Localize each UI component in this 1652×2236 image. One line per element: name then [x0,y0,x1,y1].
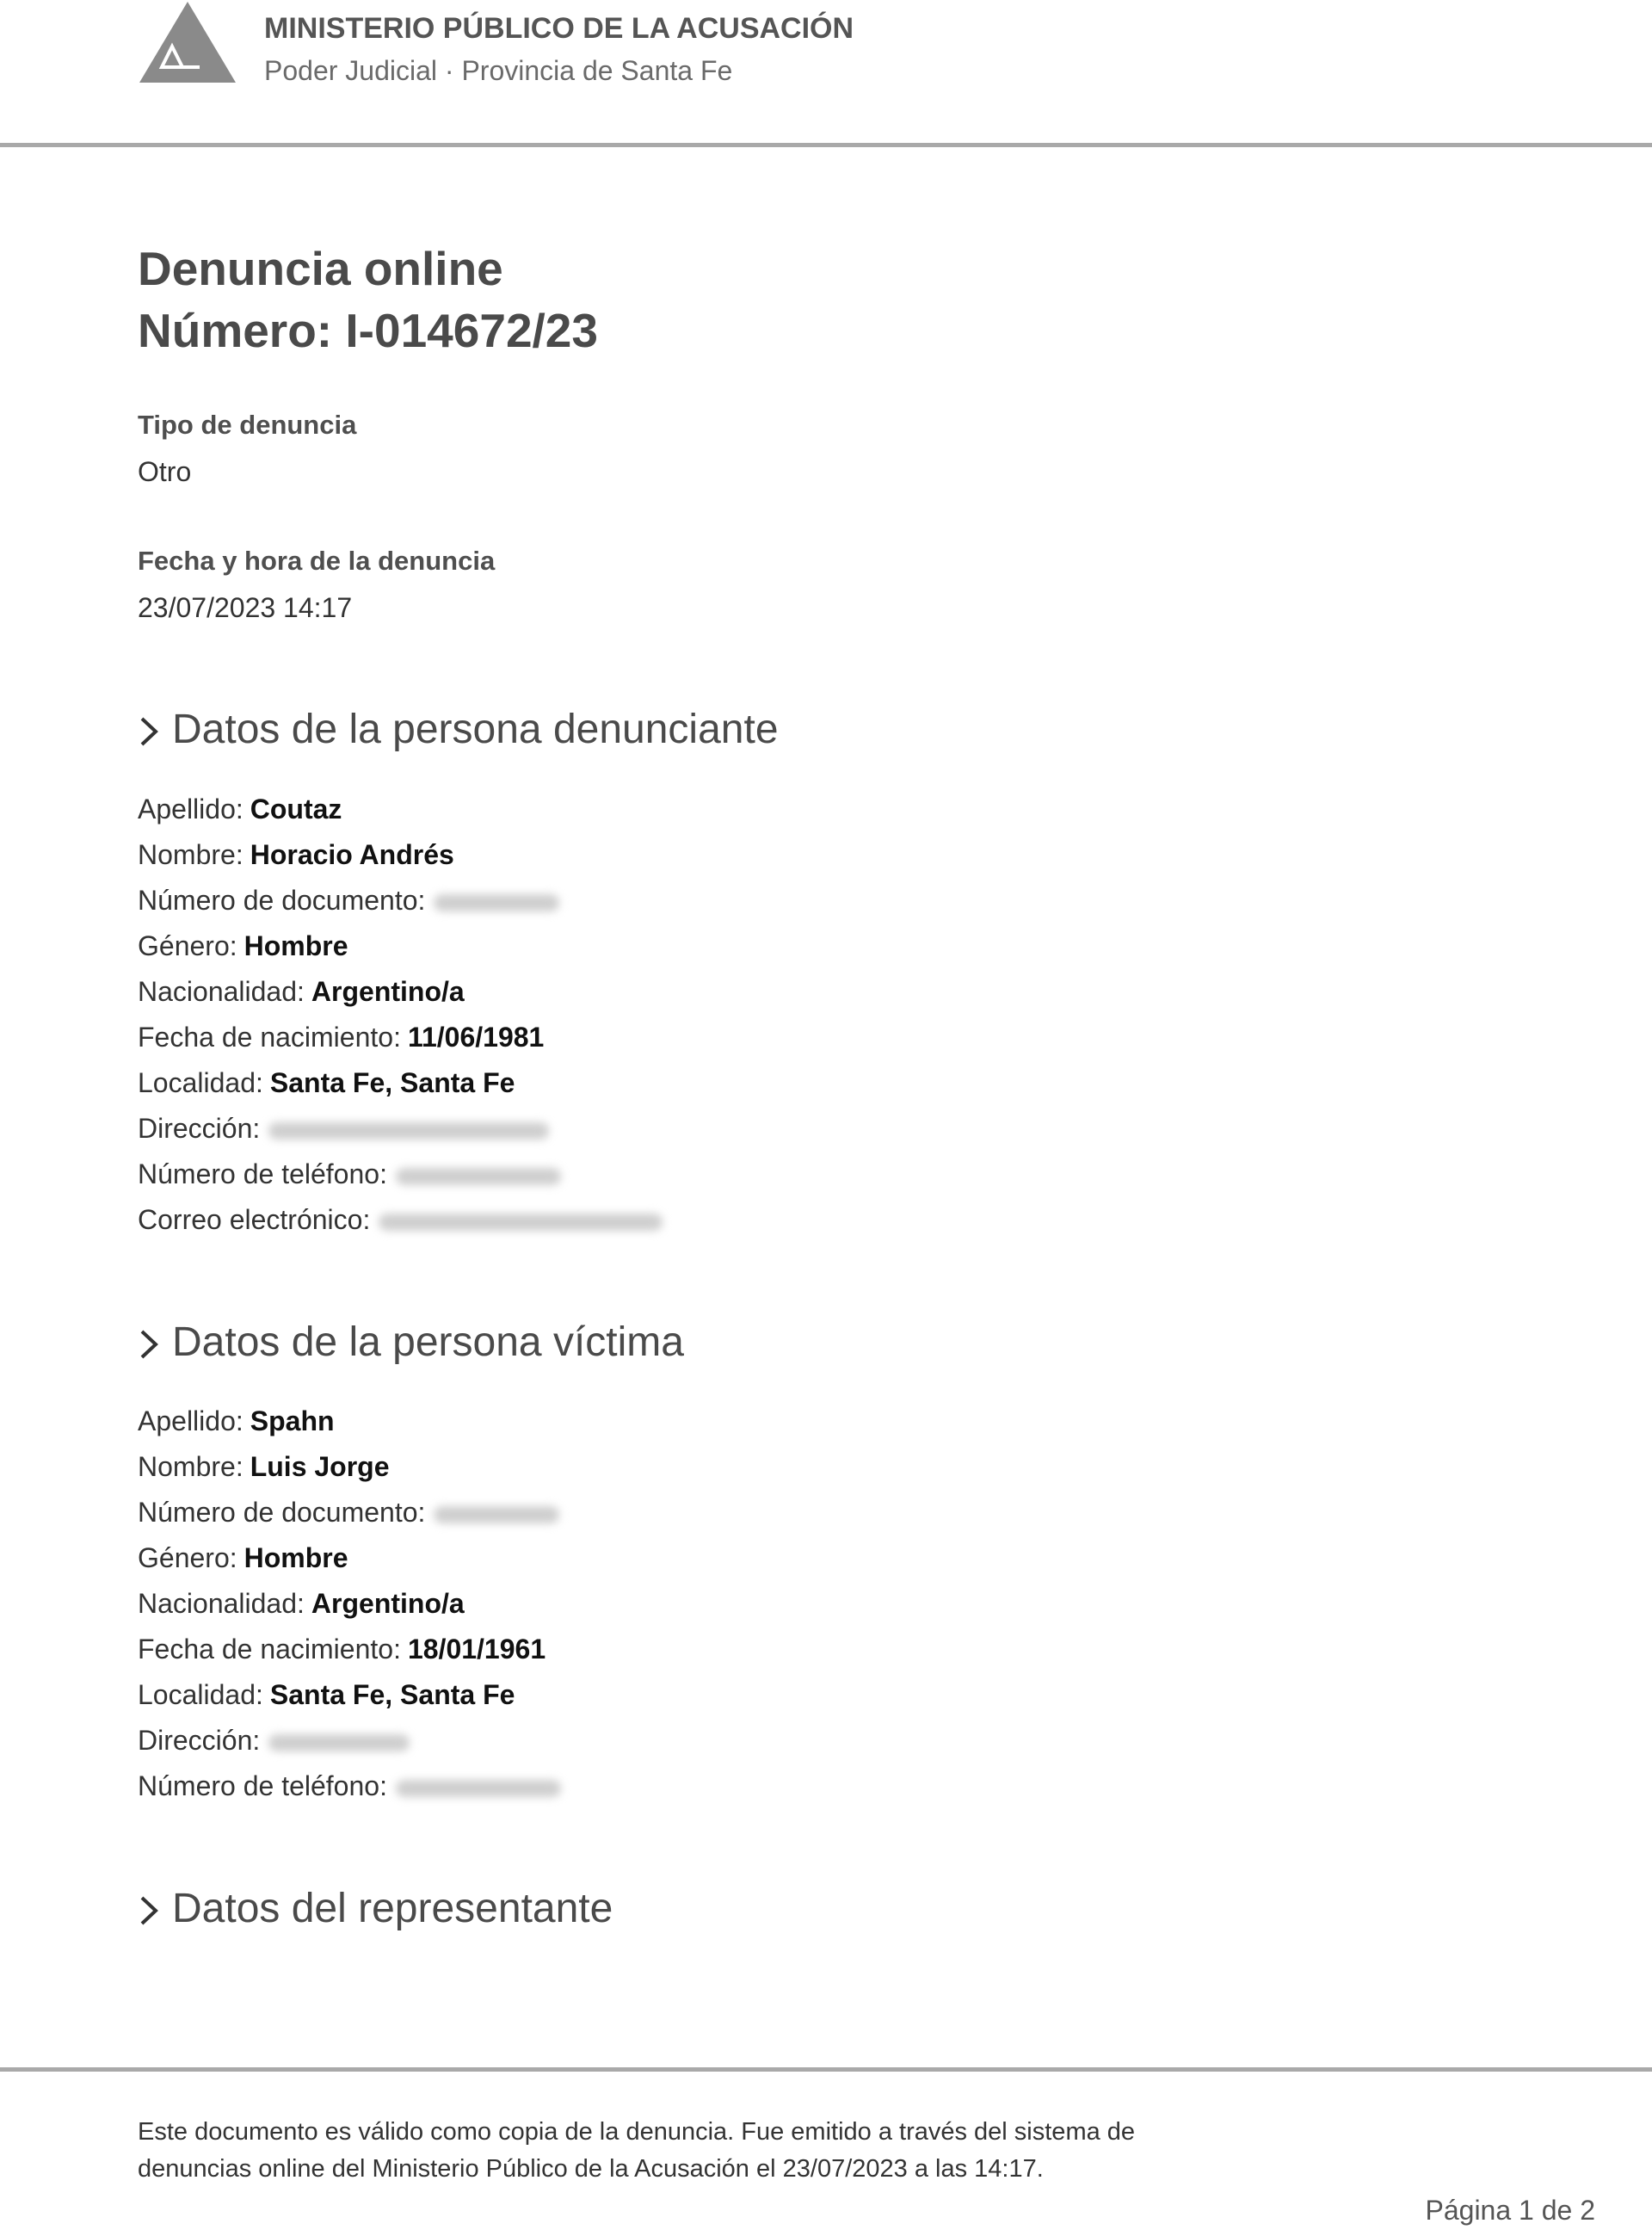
title-line-1: Denuncia online [138,242,503,295]
row-nombre [138,1444,561,1490]
field-value: Spahn [250,1405,335,1436]
field-value: Hombre [243,930,348,961]
org-name: MINISTERIO PÚBLICO DE LA ACUSACIÓN [264,12,854,45]
field-label: Número de teléfono: [138,1158,387,1189]
field-label: Número de documento: [138,1497,426,1528]
field-value: Hombre [243,1542,348,1573]
section-title: Datos del representante [172,1886,613,1931]
field-label: Nombre: [138,839,243,870]
chevron-right-icon [138,713,162,750]
page-title [138,238,598,361]
tipo-value: Otro [138,456,192,487]
row-nacimiento [138,1015,663,1060]
chevron-right-icon [138,1325,162,1363]
field-label: Fecha de nacimiento: [138,1022,401,1053]
redacted-value [434,894,559,911]
section-title: Datos de la persona denunciante [172,707,779,752]
row-documento [138,1490,561,1535]
row-direccion [138,1718,561,1763]
row-localidad [138,1672,561,1718]
tipo-label: Tipo de denuncia [138,410,357,440]
field-label: Nacionalidad: [138,976,305,1007]
chevron-right-icon [138,1892,162,1930]
field-label: Género: [138,930,237,961]
footer-note: Este documento es válido como copia de la denuncia. Fue emitido a través del sistema de denuncias online del Ministerio Público de la Acusación el 23/07/2023 a las 14:17. [138,2118,1136,2183]
page-number: Página 1 de 2 [1425,2195,1595,2226]
redacted-value [268,1734,410,1751]
triangle-logo-icon [138,0,237,84]
row-nacionalidad [138,969,663,1015]
field-label: Dirección: [138,1113,261,1144]
field-value: Argentino/a [311,1588,465,1619]
field-label: Género: [138,1542,237,1573]
row-documento [138,878,663,923]
field-label: Número de teléfono: [138,1770,387,1801]
org-subtitle: Poder Judicial · Provincia de Santa Fe [264,55,733,86]
redacted-value [268,1122,549,1140]
fecha-value: 23/07/2023 14:17 [138,592,353,623]
victima-rows [138,1399,561,1809]
field-label: Fecha de nacimiento: [138,1634,401,1665]
row-genero [138,1535,561,1581]
field-label: Apellido: [138,1405,243,1436]
field-value: 18/01/1961 [407,1634,546,1665]
denunciante-rows [138,787,663,1243]
field-label: Apellido: [138,794,243,825]
field-value: Luis Jorge [250,1451,390,1482]
field-value: Horacio Andrés [250,839,454,870]
field-label: Localidad: [138,1067,263,1098]
fecha-label: Fecha y hora de la denuncia [138,546,496,576]
document-header [0,0,1652,147]
title-line-2: Número: I-014672/23 [138,304,598,357]
field-label: Localidad: [138,1679,263,1710]
row-nombre [138,832,663,878]
field-label: Nacionalidad: [138,1588,305,1619]
row-genero [138,923,663,969]
redacted-value [396,1168,561,1185]
redacted-value [434,1506,559,1523]
field-label: Correo electrónico: [138,1204,371,1235]
field-value: Santa Fe, Santa Fe [269,1679,515,1710]
row-nacimiento [138,1627,561,1672]
row-nacionalidad [138,1581,561,1627]
section-title: Datos de la persona víctima [172,1319,684,1365]
row-apellido [138,787,663,832]
row-apellido [138,1399,561,1444]
row-correo [138,1197,663,1243]
redacted-value [379,1214,663,1231]
row-telefono [138,1152,663,1197]
field-label: Número de documento: [138,885,426,916]
field-value: Argentino/a [311,976,465,1007]
field-value: Santa Fe, Santa Fe [269,1067,515,1098]
field-value: 11/06/1981 [407,1022,545,1053]
row-direccion [138,1106,663,1152]
redacted-value [396,1780,561,1797]
field-value: Coutaz [250,794,342,825]
field-label: Dirección: [138,1725,261,1756]
row-telefono [138,1763,561,1809]
field-label: Nombre: [138,1451,243,1482]
row-localidad [138,1060,663,1106]
footer-divider [0,2067,1652,2072]
